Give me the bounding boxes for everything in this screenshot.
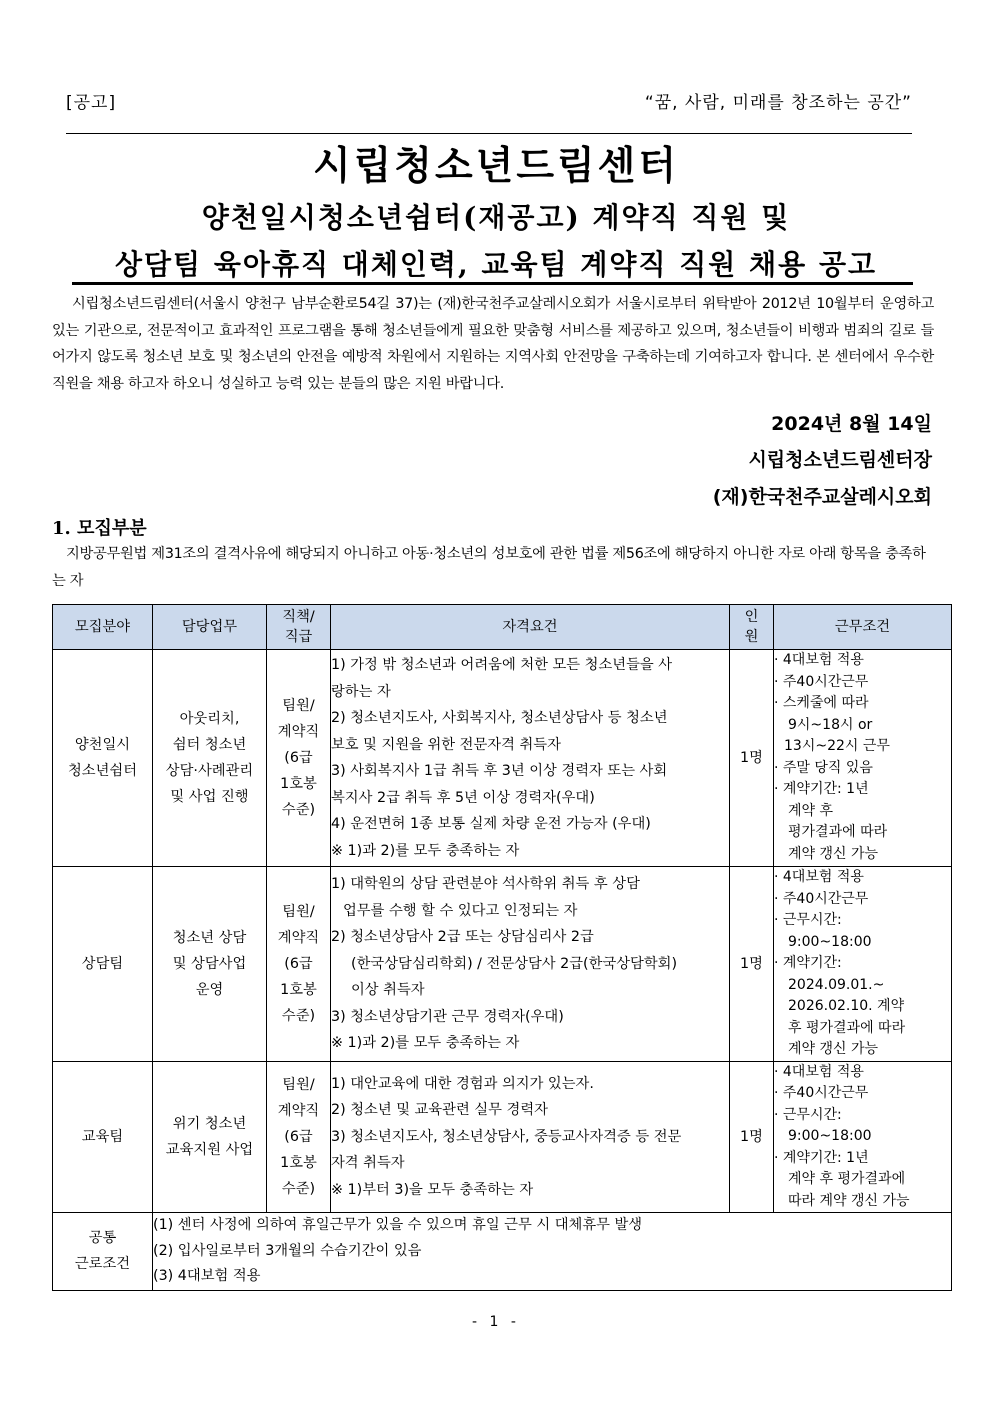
- header-row: [66, 88, 912, 114]
- cell-line: 1호봉: [280, 776, 317, 792]
- position-cell: [267, 650, 331, 867]
- condition-line: 계약 갱신 가능: [788, 1041, 879, 1057]
- cell-line: 1호봉: [280, 1154, 317, 1171]
- condition-line: 9시~18시 or: [788, 716, 873, 733]
- qualification-line: (한국상담심리학회) / 전문상담사 2급(한국상담학회): [351, 955, 678, 972]
- cell-line: 및 상담사업: [172, 955, 247, 972]
- condition-line: · 계약기간:: [774, 955, 842, 971]
- cell-line: (6급: [284, 1128, 313, 1145]
- qualification-line: 2) 청소년지도사, 사회복지사, 청소년상담사 등 청소년: [331, 710, 668, 726]
- field-cell: [53, 650, 153, 867]
- table-row: [53, 650, 952, 867]
- count-cell: 1명: [730, 1061, 774, 1213]
- cell-line: 수준): [281, 1007, 316, 1024]
- header-position-line: 직책/: [282, 609, 315, 625]
- condition-line: 따라 계약 갱신 가능: [788, 1192, 910, 1209]
- common-label-cell: [53, 1213, 153, 1291]
- condition-line: 평가결과에 따라: [788, 824, 888, 840]
- count-cell: 1명: [730, 867, 774, 1062]
- condition-line: 계약 갱신 가능: [788, 845, 879, 862]
- cell-line: 계약직: [277, 724, 320, 740]
- cell-line: 팀원/: [282, 903, 315, 920]
- intro-paragraph: 시립청소년드림센터(서울시 양천구 남부순환로54길 37)는 (재)한국천주교살레시오회가 서울시로부터 위탁받아 2012년 10월부터 운영하고 있는 기관으로, 전문적이고 효과적인 프로그램을 통해 청소년들에게 필요한 맞춤형 서비스를 제공하고 있으며, 청소년들이 비행과 범죄의 길로 들어가지 않도록 청소년 보호 및 청소년의 안전을 예방적 차원에서 지원하는 지역사회 안전망을 구축하는데 기여하고자 합니다. 본 센터에서 우수한 직원을 채용 하고자 하오니 성실하고 능력 있는 분들의 많은 지원 바랍니다.: [52, 296, 934, 392]
- section-heading-recruitment: 1. 모집부분: [52, 518, 147, 539]
- qualification-line: 1) 대학원의 상담 관련분야 석사학위 취득 후 상담: [331, 876, 640, 892]
- qualification-line: 보호 및 지원을 위한 전문자격 취득자: [331, 736, 561, 753]
- cell-line: 계약직: [277, 929, 320, 946]
- condition-line: · 주40시간근무: [774, 890, 869, 907]
- common-condition-item: (1) 센터 사정에 의하여 휴일근무가 있을 수 있으며 휴일 근무 시 대체휴무 발생: [153, 1217, 643, 1233]
- header-count-line: 원: [744, 629, 759, 645]
- signer-organization: (재)한국천주교살레시오회: [712, 486, 932, 508]
- qualification-line: ※ 1)부터 3)을 모두 충족하는 자: [331, 1181, 534, 1198]
- qualification-cell: [331, 867, 730, 1062]
- condition-line: · 근무시간:: [774, 912, 842, 928]
- slogan: “꿈, 사람, 미래를 창조하는 공간”: [644, 93, 912, 113]
- condition-line: · 계약기간: 1년: [774, 781, 869, 797]
- cell-line: 양천일시: [74, 737, 131, 753]
- table-row: [53, 1061, 952, 1213]
- qualification-line: 자격 취득자: [331, 1155, 405, 1171]
- qualification-line: 업무를 수행 할 수 있다고 인정되는 자: [343, 902, 578, 919]
- qualification-line: 2) 청소년상담사 2급 또는 상담심리사 2급: [331, 929, 594, 945]
- duty-cell: [153, 1061, 267, 1213]
- common-condition-item: (2) 입사일로부터 3개월의 수습기간이 있음: [153, 1242, 422, 1259]
- cell-line: 팀원/: [282, 698, 315, 714]
- condition-line: 9:00~18:00: [788, 1128, 872, 1144]
- eligibility-statement: 지방공무원법 제31조의 결격사유에 해당되지 아니하고 아동·청소년의 성보호에 관한 법률 제56조에 해당하지 아니한 자로 아래 항목을 충족하는 자: [52, 546, 926, 589]
- duty-cell: [153, 650, 267, 867]
- qualification-line: 1) 가정 밖 청소년과 어려움에 처한 모든 청소년들을 사: [331, 657, 673, 673]
- count-cell: 1명: [730, 650, 774, 867]
- cell-line: 및 사업 진행: [170, 789, 249, 805]
- cell-line: 팀원/: [282, 1076, 315, 1093]
- condition-line: · 4대보험 적용: [774, 1063, 864, 1080]
- cell-line: (6급: [284, 750, 313, 766]
- header-duty: 담당업무: [153, 605, 267, 650]
- header-field: 모집분야: [53, 605, 153, 650]
- condition-line: · 주40시간근무: [774, 1085, 869, 1101]
- common-condition-item: (3) 4대보험 적용: [153, 1268, 261, 1284]
- condition-line: 후 평가결과에 따라: [788, 1019, 906, 1036]
- qualification-cell: [331, 650, 730, 867]
- header-position: [267, 605, 331, 650]
- condition-line: · 주40시간근무: [774, 673, 869, 690]
- page-number: - 1 -: [472, 1314, 520, 1330]
- header-count-line: 인: [744, 609, 759, 625]
- cell-line: 계약직: [277, 1102, 320, 1119]
- condition-line: · 4대보험 적용: [774, 869, 864, 885]
- header-divider: [66, 133, 912, 134]
- condition-line: · 계약기간: 1년: [774, 1149, 869, 1166]
- cell-line: 상담팀: [81, 955, 124, 972]
- cell-line: 수준): [281, 802, 316, 818]
- cell-line: 공통: [88, 1230, 117, 1247]
- cell-line: 쉼터 청소년: [172, 737, 247, 753]
- cell-line: 상담·사례관리: [165, 763, 254, 779]
- header-conditions: 근무조건: [774, 605, 952, 650]
- cell-line: 1호봉: [280, 981, 317, 998]
- table-header-row: [53, 605, 952, 650]
- qualification-line: 1) 대안교육에 대한 경험과 의지가 있는자.: [331, 1075, 594, 1092]
- conditions-cell: [774, 867, 952, 1062]
- condition-line: · 근무시간:: [774, 1106, 842, 1123]
- cell-line: 수준): [281, 1180, 316, 1197]
- qualification-line: 3) 청소년지도사, 청소년상담사, 중등교사자격증 등 전문: [331, 1128, 682, 1145]
- cell-line: 교육팀: [81, 1128, 124, 1145]
- table-row: [53, 867, 952, 1062]
- common-conditions-cell: [153, 1213, 952, 1291]
- qualification-line: 이상 취득자: [351, 982, 425, 998]
- conditions-cell: [774, 650, 952, 867]
- cell-line: 교육지원 사업: [165, 1141, 254, 1158]
- cell-line: 아웃리치,: [179, 711, 240, 727]
- qualification-line: 2) 청소년 및 교육관련 실무 경력자: [331, 1102, 548, 1118]
- condition-line: 계약 후: [788, 802, 834, 819]
- condition-line: · 스케줄에 따라: [774, 695, 869, 711]
- qualification-line: 3) 사회복지사 1급 취득 후 3년 이상 경력자 또는 사회: [331, 763, 668, 779]
- header-qualification: 자격요건: [331, 605, 730, 650]
- cell-line: 청소년 상담: [172, 929, 247, 946]
- cell-line: 운영: [195, 981, 224, 998]
- field-cell: [53, 1061, 153, 1213]
- cell-line: 위기 청소년: [172, 1115, 247, 1132]
- header-position-line: 직급: [284, 629, 313, 645]
- qualification-line: 3) 청소년상담기관 근무 경력자(우대): [331, 1008, 564, 1025]
- condition-line: · 4대보험 적용: [774, 652, 864, 668]
- recruitment-table: [52, 604, 952, 1291]
- table-row-common-conditions: [53, 1213, 952, 1291]
- condition-line: 13시~22시 근무: [784, 738, 890, 754]
- condition-line: 계약 후 평가결과에: [788, 1171, 906, 1187]
- qualification-line: ※ 1)과 2)를 모두 충족하는 자: [331, 842, 520, 859]
- page-subtitle-line-2: 상담팀 육아휴직 대체인력, 교육팀 계약직 직원 채용 공고: [114, 248, 878, 281]
- condition-line: 9:00~18:00: [788, 933, 872, 950]
- qualification-line: 4) 운전면허 1종 보통 실제 차량 운전 가능자 (우대): [331, 816, 651, 832]
- qualification-line: 복지사 2급 취득 후 5년 이상 경력자(우대): [331, 789, 595, 806]
- cell-line: (6급: [284, 955, 313, 972]
- header-count: [730, 605, 774, 650]
- cell-line: 근로조건: [74, 1256, 131, 1273]
- qualification-line: ※ 1)과 2)를 모두 충족하는 자: [331, 1035, 520, 1051]
- notice-label: [공고]: [66, 93, 117, 113]
- condition-line: 2026.02.10. 계약: [788, 998, 905, 1014]
- qualification-line: 랑하는 자: [331, 683, 391, 700]
- duty-cell: [153, 867, 267, 1062]
- title-underline: [72, 282, 913, 285]
- notice-date: 2024년 8월 14일: [771, 413, 932, 435]
- position-cell: [267, 867, 331, 1062]
- condition-line: 2024.09.01.~: [788, 976, 885, 993]
- qualification-cell: [331, 1061, 730, 1213]
- condition-line: · 주말 당직 있음: [774, 759, 873, 776]
- signer-center: 시립청소년드림센터장: [748, 449, 932, 471]
- conditions-cell: [774, 1061, 952, 1213]
- field-cell: [53, 867, 153, 1062]
- page-title: 시립청소년드림센터: [312, 143, 680, 189]
- position-cell: [267, 1061, 331, 1213]
- page-subtitle-line-1: 양천일시청소년쉼터(재공고) 계약직 직원 및: [201, 201, 791, 234]
- cell-line: 청소년쉼터: [67, 763, 138, 779]
